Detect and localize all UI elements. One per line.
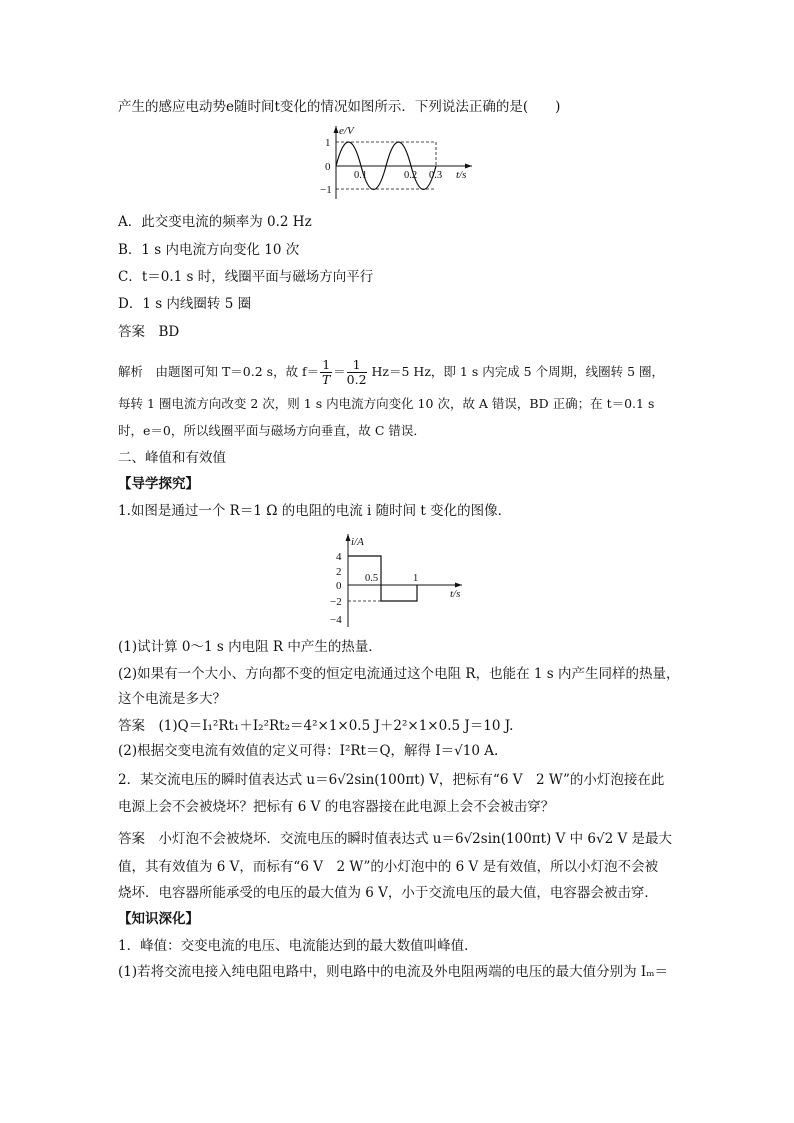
answer-2-line-1: 答案 小灯泡不会被烧坏．交流电压的瞬时值表达式 u＝6√2sin(100πt) V 中 6√2 V 是最大 bbox=[118, 831, 673, 847]
analysis-line-1 bbox=[118, 358, 664, 387]
fig1-y-top: 1 bbox=[325, 137, 331, 149]
fig1-xlabel: t/s bbox=[456, 169, 467, 181]
fraction-1-over-0.2 bbox=[347, 358, 367, 387]
analysis-line-2: 每转 1 圈电流方向改变 2 次，则 1 s 内电流方向变化 10 次，故 A 错误，BD 正确；在 t＝0.1 s bbox=[118, 396, 655, 411]
knowledge-heading: 【知识深化】 bbox=[118, 911, 199, 927]
fig2-y-2: 2 bbox=[336, 566, 342, 578]
answer-1-part-2: (2)根据交变电流有效值的定义可得：I²Rt＝Q，解得 I＝√10 A. bbox=[118, 743, 499, 759]
current-square-wave-graph bbox=[320, 531, 470, 631]
fig2-x-0.5: 0.5 bbox=[365, 573, 379, 584]
section-heading: 二、峰值和有效值 bbox=[118, 450, 226, 466]
fig1-y-bottom: −1 bbox=[320, 184, 332, 196]
analysis-text-a: 解析 由题图可知 T＝0.2 s，故 f＝ bbox=[118, 364, 320, 379]
fig2-x-1: 1 bbox=[413, 573, 419, 584]
analysis-equals: ＝ bbox=[333, 364, 346, 379]
answer-2-line-2: 值，其有效值为 6 V，而标有“6 V 2 W”的小灯泡中的 6 V 是有效值，所以小灯泡不会被 bbox=[118, 859, 659, 875]
option-c: C．t＝0.1 s 时，线圈平面与磁场方向平行 bbox=[118, 269, 374, 285]
fig2-y-4: 4 bbox=[336, 551, 342, 563]
analysis-text-b: Hz＝5 Hz，即 1 s 内完成 5 个周期，线圈转 5 圈， bbox=[367, 364, 665, 379]
fig1-ylabel: e/V bbox=[339, 125, 354, 137]
fig1-x-0.2: 0.2 bbox=[404, 170, 418, 181]
question-intro: 产生的感应电动势e随时间t变化的情况如图所示．下列说法正确的是( ) bbox=[118, 99, 561, 115]
fig1-y-zero: 0 bbox=[325, 161, 331, 173]
fig2-xlabel: t/s bbox=[450, 588, 461, 600]
option-d: D．1 s 内线圈转 5 圈 bbox=[118, 296, 252, 312]
knowledge-point-1-part-1: (1)若将交流电接入纯电阻电路中，则电路中的电流及外电阻两端的电压的最大值分别为 Iₘ＝ bbox=[118, 964, 669, 980]
answer-2-line-3: 烧坏．电容器所能承受的电压的最大值为 6 V，小于交流电压的最大值，电容器会被击穿． bbox=[118, 885, 658, 901]
fraction-1-numerator: 1 bbox=[322, 357, 331, 372]
option-b: B．1 s 内电流方向变化 10 次 bbox=[118, 242, 300, 258]
question-1: 1.如图是通过一个 R＝1 Ω 的电阻的电流 i 随时间 t 变化的图像． bbox=[118, 503, 512, 519]
answer-1-part-1: 答案 (1)Q＝I₁²Rt₁＋I₂²Rt₂＝4²×1×0.5 J＋2²×1×0.5 J＝10 J. bbox=[118, 718, 514, 734]
fig2-y-neg2: −2 bbox=[330, 596, 342, 608]
emf-sine-graph bbox=[318, 124, 482, 204]
fraction-1-denominator: T bbox=[321, 372, 331, 387]
knowledge-point-1: 1．峰值：交变电流的电压、电流能达到的最大数值叫峰值． bbox=[118, 938, 478, 954]
fig2-y-0: 0 bbox=[336, 580, 342, 592]
fig1-x-0.3: 0.3 bbox=[429, 170, 443, 181]
fig2-y-neg4: −4 bbox=[330, 614, 342, 626]
guide-heading: 【导学探究】 bbox=[118, 476, 199, 492]
fig1-x-0.1: 0.1 bbox=[354, 170, 368, 181]
question-1-part-2-line-2: 这个电流是多大？ bbox=[118, 691, 226, 707]
analysis-line-3: 时，e＝0，所以线圈平面与磁场方向垂直，故 C 错误． bbox=[118, 423, 426, 438]
fraction-2-numerator: 1 bbox=[347, 358, 367, 373]
fraction-1-over-t bbox=[320, 358, 332, 387]
answer-1: 答案 BD bbox=[118, 324, 180, 340]
question-1-part-2-line-1: (2)如果有一个大小、方向都不变的恒定电流通过这个电阻 R，也能在 1 s 内产生同样的热量， bbox=[118, 666, 680, 682]
fraction-2-denominator: 0.2 bbox=[346, 372, 367, 387]
option-a: A．此交变电流的频率为 0.2 Hz bbox=[118, 214, 312, 230]
question-2-line-2: 电源上会不会被烧坏？把标有 6 V 的电容器接在此电源上会不会被击穿？ bbox=[118, 799, 555, 815]
question-2-line-1: 2．某交流电压的瞬时值表达式 u＝6√2sin(100πt) V，把标有“6 V 2 W”的小灯泡接在此 bbox=[118, 772, 665, 788]
question-1-part-1: (1)试计算 0～1 s 内电阻 R 中产生的热量． bbox=[118, 639, 382, 655]
fig2-ylabel: i/A bbox=[351, 536, 364, 548]
